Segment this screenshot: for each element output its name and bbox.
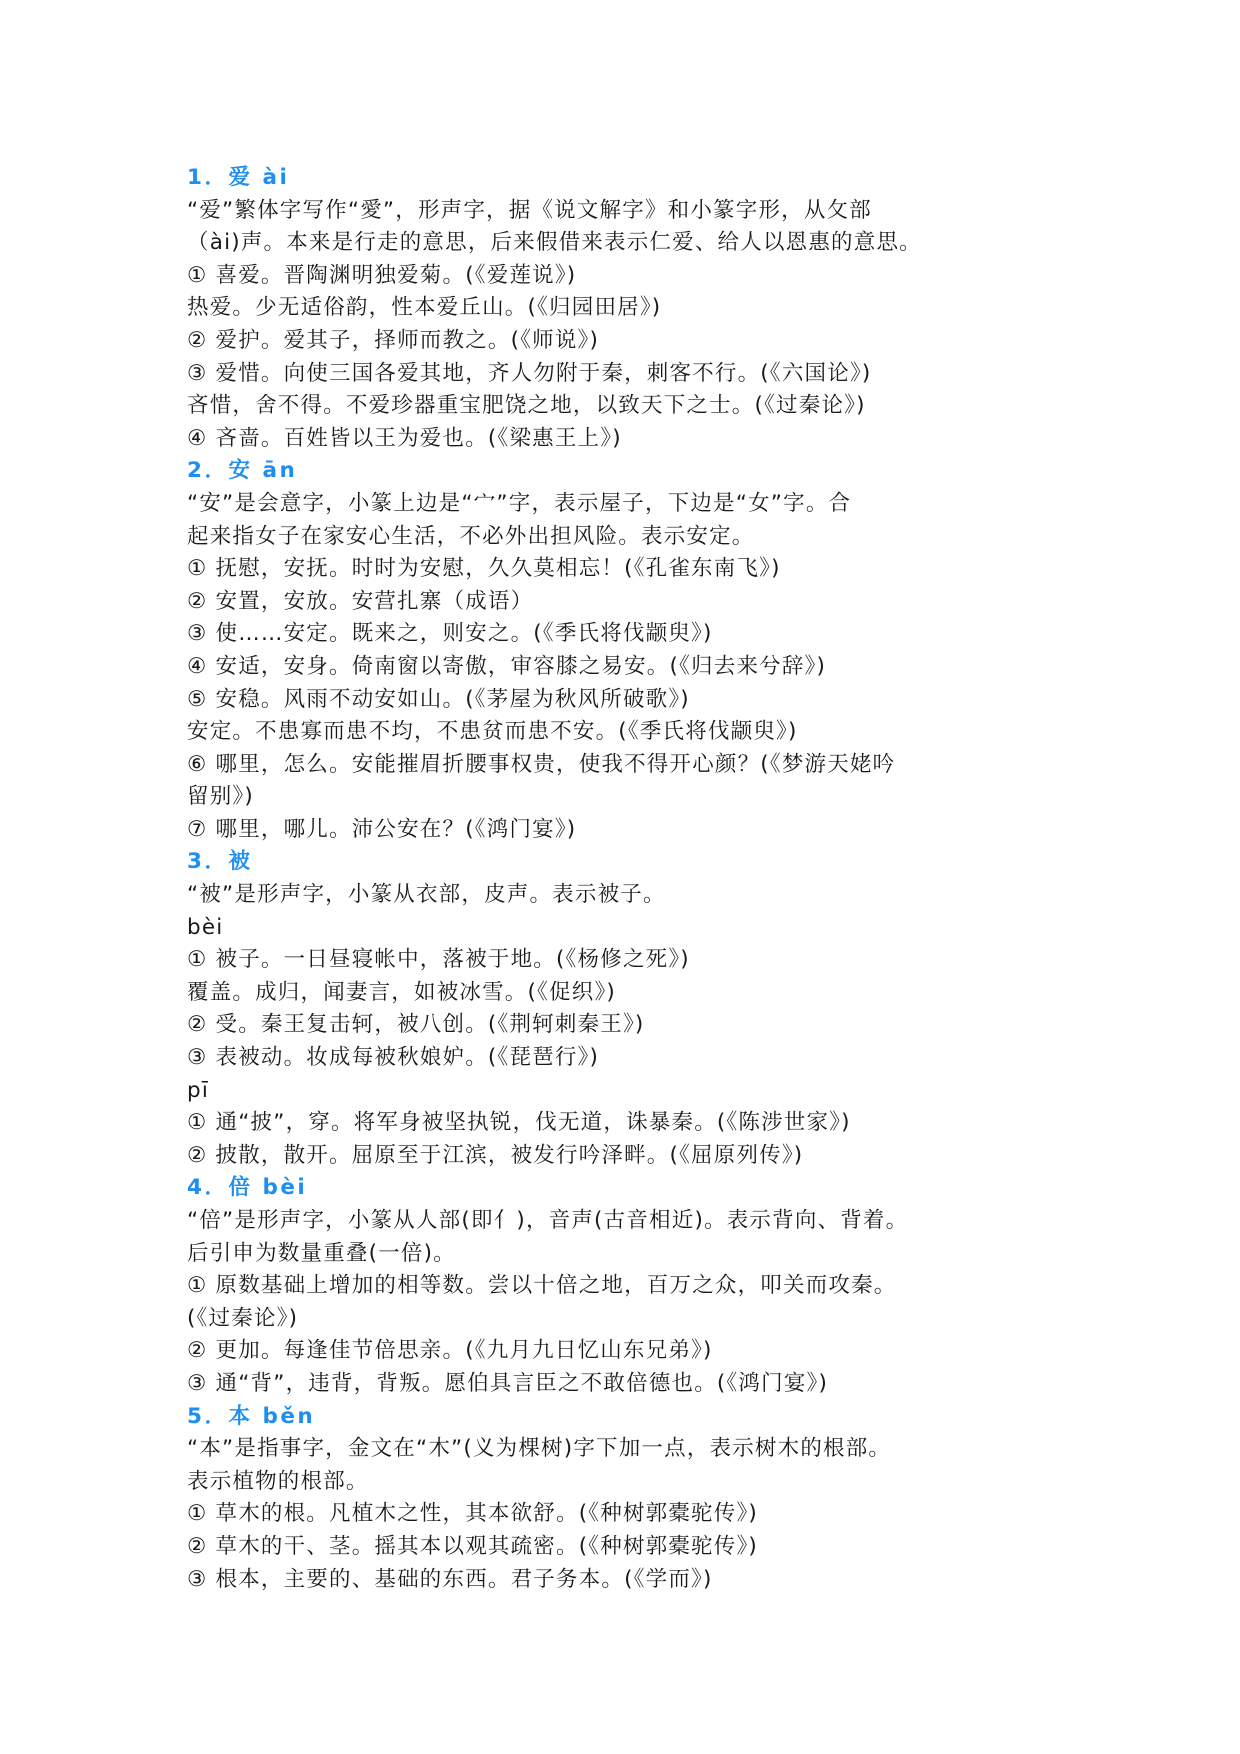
definition-line: ② 披散，散开。屈原至于江滨，被发行吟泽畔。(《屈原列传》)	[187, 1142, 804, 1168]
text-line: “本”是指事字，金文在“木”(义为棵树)字下加一点，表示树木的根部。	[187, 1436, 892, 1462]
definition-line: ② 爱护。爱其子，择师而教之。(《师说》)	[187, 327, 600, 353]
definition-line: ② 草木的干、茎。摇其本以观其疏密。(《种树郭橐驼传》)	[187, 1533, 758, 1559]
definition-line: 覆盖。成归，闻妻言，如被冰雪。(《促织》)	[187, 979, 616, 1005]
entry-heading: 2．安 ān	[187, 458, 298, 484]
definition-line: ② 安置，安放。安营扎寨（成语）	[187, 588, 534, 614]
definition-line: ⑦ 哪里，哪儿。沛公安在？(《鸿门宴》)	[187, 816, 577, 842]
definition-line: ④ 安适，安身。倚南窗以寄傲，审容膝之易安。(《归去来兮辞》)	[187, 653, 827, 679]
definition-line: ③ 通“背”，违背，背叛。愿伯具言臣之不敢倍德也。(《鸿门宴》)	[187, 1370, 829, 1396]
definition-line: ② 更加。每逢佳节倍思亲。(《九月九日忆山东兄弟》)	[187, 1338, 713, 1364]
definition-line: ① 被子。一日昼寝帐中，落被于地。(《杨修之死》)	[187, 947, 690, 973]
definition-line: ③ 根本，主要的、基础的东西。君子务本。(《学而》)	[187, 1566, 713, 1592]
entry-heading: 3．被	[187, 849, 253, 875]
definition-line: ① 原数基础上增加的相等数。尝以十倍之地，百万之众，叩关而攻秦。	[187, 1273, 897, 1299]
definition-line: ① 通“披”，穿。将军身被坚执锐，伐无道，诛暴秦。(《陈涉世家》)	[187, 1110, 851, 1136]
text-line: 表示植物的根部。	[187, 1468, 369, 1494]
definition-line: 吝惜，舍不得。不爱珍器重宝肥饶之地，以致天下之士。(《过秦论》)	[187, 393, 866, 419]
text-line: “安”是会意字，小篆上边是“宀”字，表示屋子，下边是“女”字。合	[187, 490, 852, 516]
text-line: “倍”是形声字，小篆从人部(即亻)，音声(古音相近)。表示背向、背着。	[187, 1208, 909, 1233]
definition-line: ① 抚慰，安抚。时时为安慰，久久莫相忘！(《孔雀东南飞》)	[187, 556, 781, 582]
definition-line: (《过秦论》)	[187, 1305, 299, 1331]
entry-heading: 4．倍 bèi	[187, 1175, 308, 1201]
definition-line: ③ 爱惜。向使三国各爱其地，齐人勿附于秦，刺客不行。(《六国论》)	[187, 360, 872, 386]
definition-line: ⑥ 哪里，怎么。安能摧眉折腰事权贵，使我不得开心颜？(《梦游天姥吟	[187, 751, 896, 777]
text-line: “爱”繁体字写作“愛”，形声字，据《说文解字》和小篆字形，从攵部	[187, 197, 872, 223]
definition-line: ④ 吝啬。百姓皆以王为爱也。(《梁惠王上》)	[187, 425, 622, 451]
entry-heading: 1．爱 ài	[187, 165, 290, 190]
definition-line: ③ 使……安定。既来之，则安之。(《季氏将伐颛臾》)	[187, 621, 713, 647]
text-line: “被”是形声字，小篆从衣部，皮声。表示被子。	[187, 882, 666, 908]
definition-line: ② 受。秦王复击轲，被八创。(《荆轲刺秦王》)	[187, 1012, 645, 1038]
pinyin-line: bèi	[187, 914, 224, 940]
definition-line: ① 草木的根。凡植木之性，其本欲舒。(《种树郭橐驼传》)	[187, 1501, 758, 1527]
definition-line: 热爱。少无适俗韵，性本爱丘山。(《归园田居》)	[187, 295, 662, 321]
definition-line: 安定。不患寡而患不均，不患贫而患不安。(《季氏将伐颛臾》)	[187, 719, 798, 745]
definition-line: 留别》)	[187, 784, 254, 810]
pinyin-line: pī	[187, 1077, 210, 1103]
text-line: （ài)声。本来是行走的意思，后来假借来表示仁爱、给人以恩惠的意思。	[187, 230, 922, 256]
definition-line: ③ 表被动。妆成每被秋娘妒。(《琵琶行》)	[187, 1045, 600, 1071]
document-page	[187, 162, 1067, 1596]
text-line: 起来指女子在家安心生活，不必外出担风险。表示安定。	[187, 523, 755, 549]
definition-line: ① 喜爱。晋陶渊明独爱菊。(《爱莲说》)	[187, 262, 577, 288]
text-line: 后引申为数量重叠(一倍)。	[187, 1240, 456, 1266]
definition-line: ⑤ 安稳。风雨不动安如山。(《茅屋为秋风所破歌》)	[187, 686, 690, 712]
entry-heading: 5．本 běn	[187, 1403, 316, 1429]
